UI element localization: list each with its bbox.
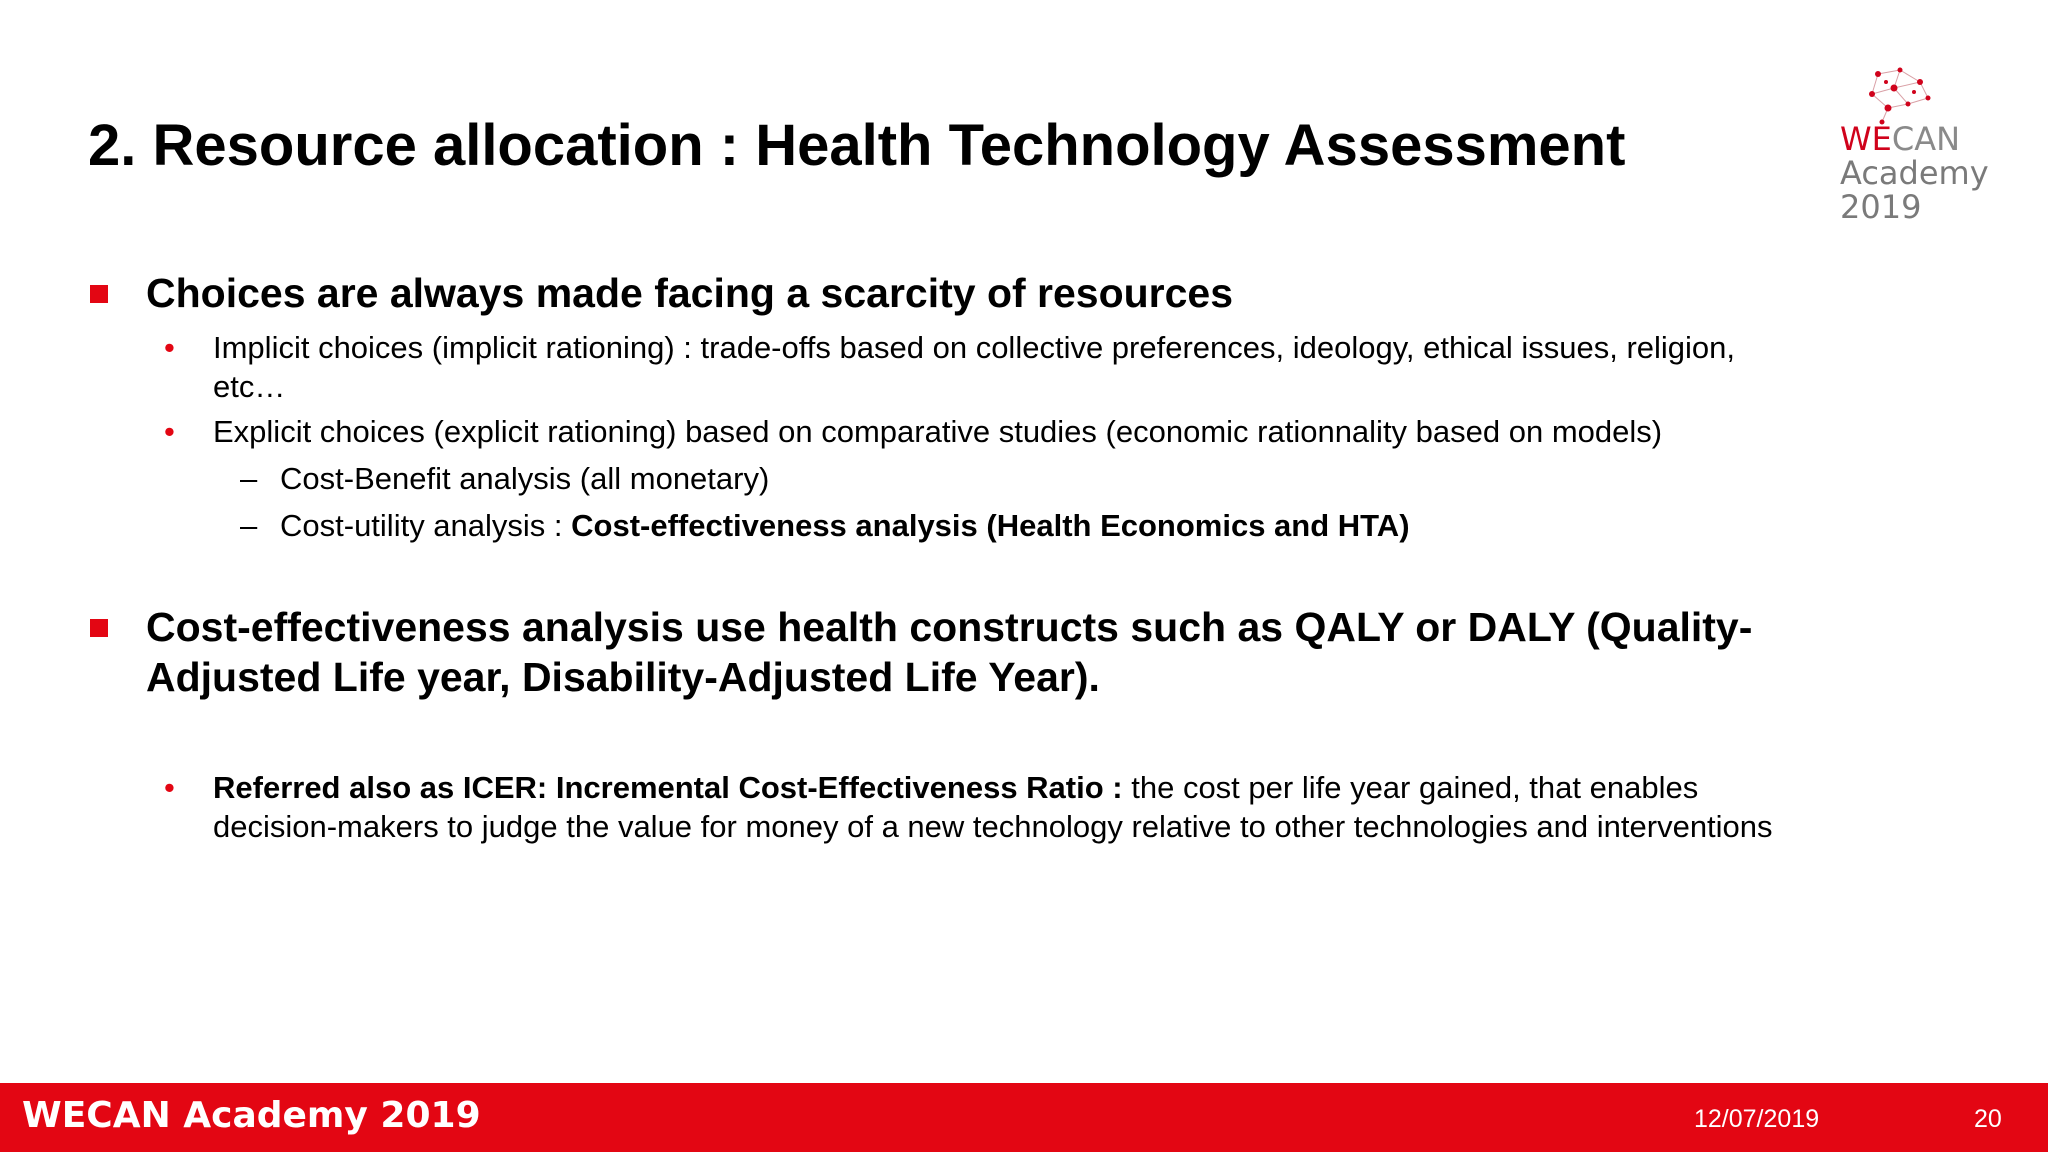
sub-sub-bullet-1-2-2 [240,506,1410,545]
network-graph-icon [1858,64,1938,128]
bullet-1 [90,268,1890,318]
slide-title: 2. Resource allocation : Health Technology Assessment [88,113,1626,178]
sub-bullet-2-1-line1 [213,768,1964,807]
page-number: 20 [1974,1105,2002,1133]
square-bullet-icon [90,285,108,303]
sub-bullet-2-1 [164,768,1964,846]
sub-sub-bullet-1-2-1 [240,459,769,498]
wecan-logo [1834,62,1989,232]
square-bullet-icon [90,619,108,637]
sub-sub-bullet-1-2-1-text: Cost-Benefit analysis (all monetary) [280,461,770,496]
dash-bullet-icon: – [240,508,258,543]
logo-text [1840,122,1989,224]
logo-can: CAN [1891,120,1961,158]
sub-bullet-1-1-line2: etc… [213,369,286,404]
dot-bullet-icon: • [164,770,175,805]
dot-bullet-icon: • [164,330,175,365]
cost-utility-label: Cost-utility analysis : [280,508,572,543]
logo-academy: Academy [1840,154,1989,192]
icer-text: the cost per life year gained, that enables [1131,770,1699,805]
icer-bold: Referred also as ICER: Incremental Cost-Effectiveness Ratio : [213,770,1132,805]
bullet-1-text: Choices are always made facing a scarcity of resources [146,270,1234,316]
bullet-2-line2: Adjusted Life year, Disability-Adjusted Life Year). [146,654,1100,700]
footer-brand: WECAN Academy 2019 [22,1095,481,1136]
sub-bullet-1-2-text: Explicit choices (explicit rationing) based on comparative studies (economic rationnality based on models) [213,414,1663,449]
sub-bullet-1-2 [164,412,1964,451]
logo-we: WE [1840,120,1892,158]
logo-year: 2019 [1840,188,1922,226]
sub-bullet-1-1 [164,328,1964,406]
sub-bullet-2-1-line2: decision-makers to judge the value for money of a new technology relative to other technologies and interventions [213,809,1773,844]
bullet-2 [90,602,1890,702]
cost-effectiveness-bold: Cost-effectiveness analysis (Health Economics and HTA) [571,508,1410,543]
dot-bullet-icon: • [164,414,175,449]
sub-sub-bullet-1-2-2-text [280,506,1410,545]
footer-date: 12/07/2019 [1694,1105,1820,1133]
footer-bar [0,1083,2048,1152]
sub-bullet-1-1-line1: Implicit choices (implicit rationing) : trade-offs based on collective preferences, ideology, ethical issues, religion, [213,330,1736,365]
bullet-2-line1: Cost-effectiveness analysis use health constructs such as QALY or DALY (Quality- [146,604,1753,650]
dash-bullet-icon: – [240,461,258,496]
